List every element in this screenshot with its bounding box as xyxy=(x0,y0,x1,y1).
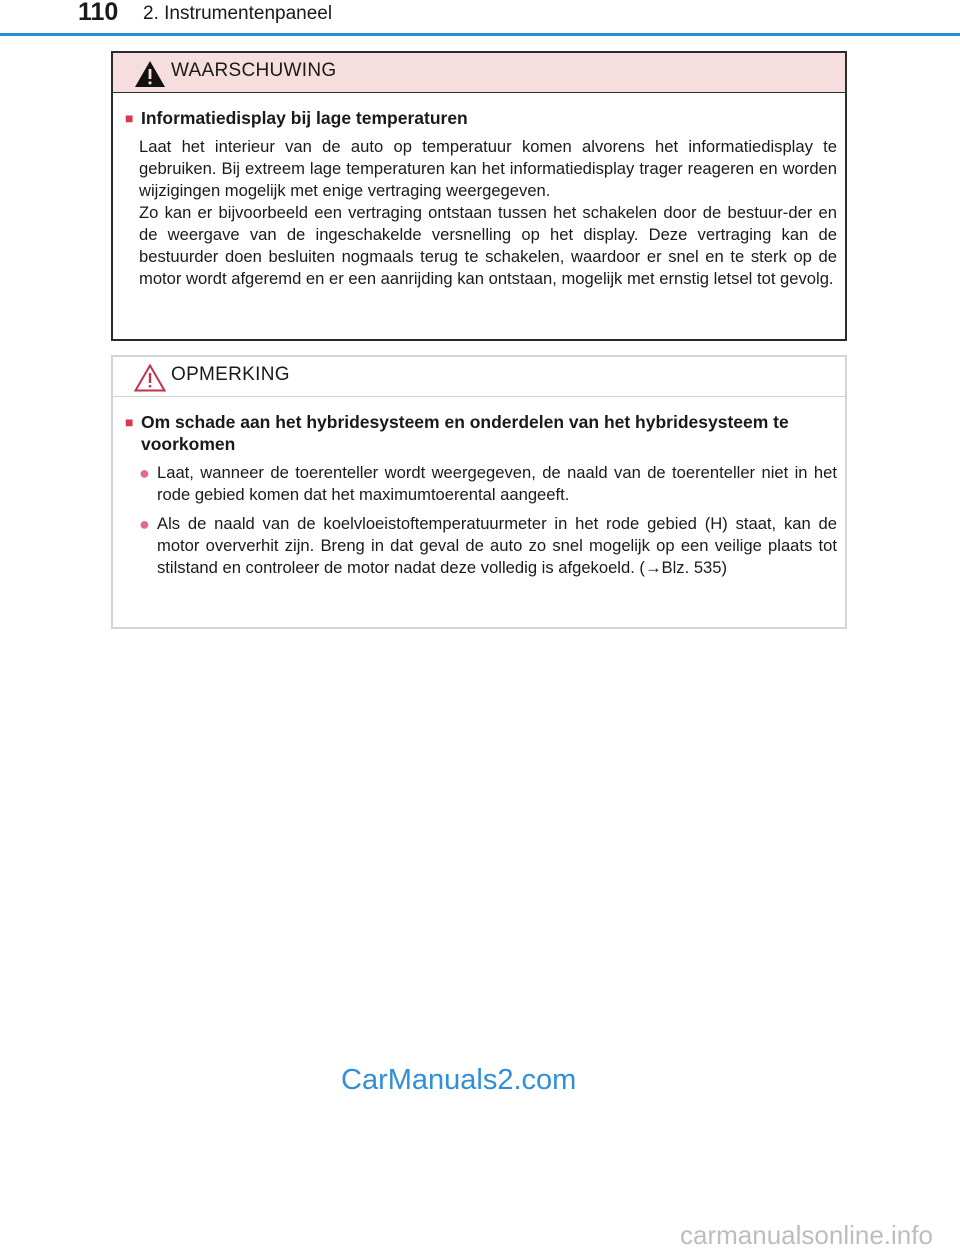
warning-title: WAARSCHUWING xyxy=(171,60,337,81)
round-bullet-icon: ● xyxy=(139,514,150,534)
note-content xyxy=(113,397,845,579)
warning-triangle-icon xyxy=(133,59,167,89)
note-subheading-text: Om schade aan het hybridesysteem en onderdelen van het hybridesysteem te voorkomen xyxy=(141,412,789,454)
warning-subheading xyxy=(125,107,837,129)
note-title: OPMERKING xyxy=(171,364,290,385)
warning-box xyxy=(111,51,847,341)
note-subheading xyxy=(125,411,837,455)
warning-content xyxy=(113,93,845,290)
square-bullet-icon: ■ xyxy=(125,414,134,430)
caution-triangle-icon xyxy=(133,363,167,393)
list-item-text: Als de naald van de koelvloeistoftemperatuurmeter in het rode gebied (H) staat, kan de motor oververhit zijn. Breng in dat geval de auto zo snel mogelijk op een veilige plaats tot stilstand en controleer de motor nadat deze volledig is afgekoeld. (→Blz. 535) xyxy=(157,514,837,577)
footer-watermark: carmanualsonline.info xyxy=(680,1220,933,1250)
section-title: 2. Instrumentenpaneel xyxy=(143,3,333,24)
page-number: 110 xyxy=(78,0,119,26)
header-rule xyxy=(0,33,960,36)
list-item xyxy=(139,462,837,506)
round-bullet-icon: ● xyxy=(139,463,150,483)
note-header xyxy=(113,357,845,397)
warning-paragraph-2: Zo kan er bijvoorbeeld een vertraging ontstaan tussen het schakelen door de bestuur-der en de weergave van de ingeschakelde versnelling op het display. Deze vertraging kan de bestuurder doen besluiten nogmaals terug te schakelen, waardoor er snel en te sterk op de motor wordt afgeremd en er een aanrijding kan ontstaan, mogelijk met ernstig letsel tot gevolg. xyxy=(139,203,837,288)
note-box xyxy=(111,355,847,629)
page-header xyxy=(0,0,960,40)
square-bullet-icon: ■ xyxy=(125,110,134,126)
list-item xyxy=(139,513,837,579)
warning-header xyxy=(113,53,845,93)
warning-subheading-text: Informatiedisplay bij lage temperaturen xyxy=(141,108,468,128)
warning-paragraph-1: Laat het interieur van de auto op temperatuur komen alvorens het informatiedisplay te gebruiken. Bij extreem lage temperaturen kan het informatiedisplay trager reageren en worden wijzigingen mogelijk met enige vertraging weergegeven. xyxy=(139,137,837,200)
watermark-link[interactable]: CarManuals2.com xyxy=(341,1064,577,1096)
list-item-text: Laat, wanneer de toerenteller wordt weergegeven, de naald van de toerenteller niet in het rode gebied komen dat het maximumtoerental aangeeft. xyxy=(157,463,837,504)
